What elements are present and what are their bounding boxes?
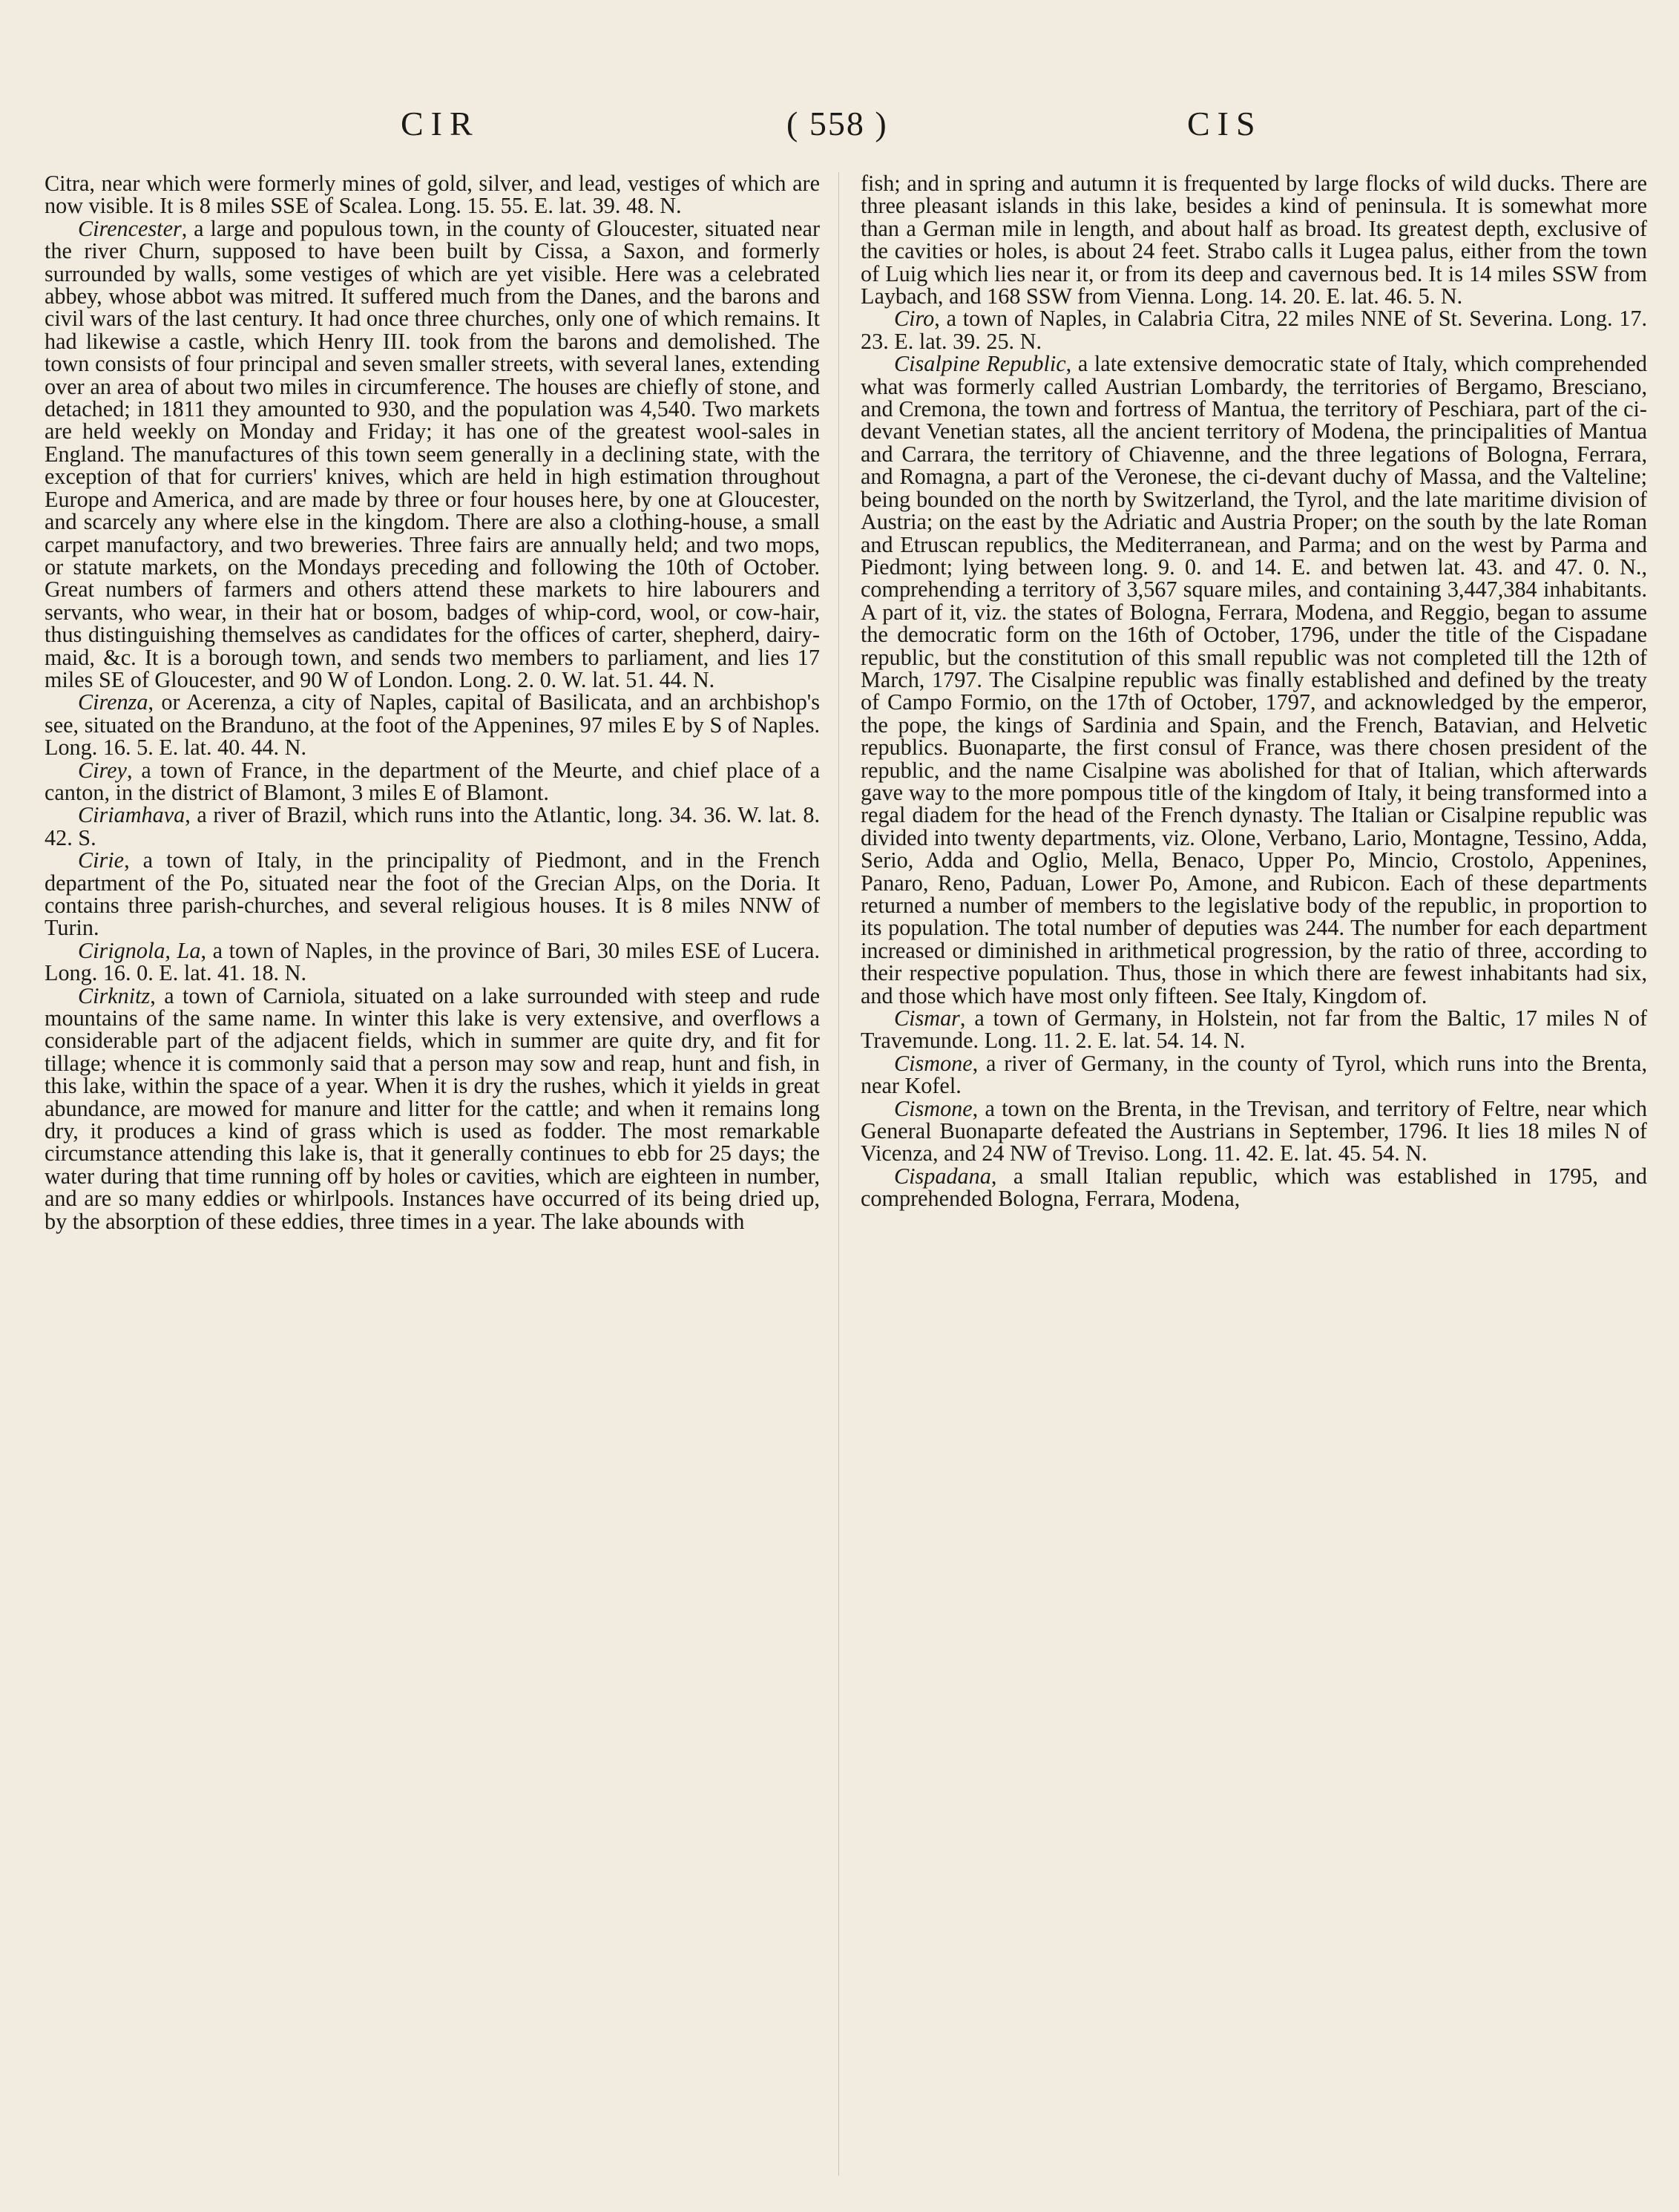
entry-headword: Ciriamhava: [78, 802, 185, 828]
entry: [861, 172, 1647, 307]
entry-headword: Cirencester: [78, 215, 182, 241]
entry-text: , a river of Germany, in the county of Tyrol, which runs into the Brenta, near Kofel.: [861, 1050, 1647, 1099]
entry: [45, 804, 820, 849]
entry: [861, 1165, 1647, 1210]
entry-text: , a small Italian republic, which was established in 1795, and comprehended Bologna, Ferrara, Modena,: [861, 1163, 1647, 1212]
entry-text: , a town of Naples, in Calabria Citra, 22 miles NNE of St. Severina. Long. 17. 23. E. lat. 39. 25. N.: [861, 306, 1647, 354]
entry-headword: Cirey: [78, 757, 127, 783]
entry-headword: Ciro: [894, 306, 935, 332]
entry: [45, 172, 820, 217]
entry: [45, 759, 820, 804]
column-divider: [838, 172, 839, 2176]
entry-text: , a town of Carniola, situated on a lake surrounded with steep and rude mountains of the same name. In winter this lake is very extensive, and overflows a considerable part of the adjacent fields, which in summer are quite dry, and fit for tillage; whence it is commonly said that a person may sow and reap, hunt and fish, in this lake, within the space of a year. When it is dry the rushes, which it yields in great abundance, are mowed for manure and litter for the cattle; and when it remains long dry, it produces a kind of grass which is used as fodder. The most remarkable circumstance attending this lake is, that it generally continues to ebb for 25 days; the water during that time running off by holes or cavities, which are eighteen in number, and are so many eddies or whirlpools. Instances have occurred of its being dried up, by the absorption of these eddies, three times in a year. The lake abounds with: [45, 982, 820, 1234]
entry-text: , a river of Brazil, which runs into the Atlantic, long. 34. 36. W. lat. 8. 42. S.: [45, 802, 820, 850]
entry-headword: Cisalpine Republic: [894, 351, 1066, 377]
entry: [861, 1097, 1647, 1165]
entry: [861, 307, 1647, 352]
entry-text: fish; and in spring and autumn it is frequented by large flocks of wild ducks. There are three pleasant islands in this lake, besides a kind of peninsula. It is somewhat more than a German mile in length, and about half as broad. Its greatest depth, exclusive of the cavities or holes, is about 24 feet. Strabo calls it Lugea palus, either from the town of Luig which lies near it, or from its deep and cavernous bed. It is 14 miles SSW from Laybach, and 168 SSW from Vienna. Long. 14. 20. E. lat. 46. 5. N.: [861, 171, 1647, 309]
entry: [45, 849, 820, 939]
entry-text: , a town of Germany, in Holstein, not far from the Baltic, 17 miles N of Travemunde. Long. 11. 2. E. lat. 54. 14. N.: [861, 1005, 1647, 1054]
entry-text: , a large and populous town, in the county of Gloucester, situated near the river Churn, supposed to have been built by Cissa, a Saxon, and formerly surrounded by walls, some vestiges of which are yet visible. Here was a celebrated abbey, whose abbot was mitred. It suffered much from the Danes, and the barons and civil wars of the last century. It had once three churches, only one of which remains. It had likewise a castle, which Henry III. took from the barons and demolished. The town consists of four principal and seven smaller streets, with several lanes, extending over an area of about two miles in circumference. The houses are chiefly of stone, and detached; in 1811 they amounted to 930, and the population was 4,540. Two markets are held weekly on Monday and Friday; it has one of the greatest wool-sales in England. The manufactures of this town seem generally in a declining state, with the exception of that for curriers' knives, which are held in high estimation throughout Europe and America, and are made by three or four houses here, by one at Gloucester, and scarcely any where else in the kingdom. There are also a clothing-house, a small carpet manufactory, and two breweries. Three fairs are annually held; and two mops, or statute markets, on the Mondays preceding and following the 10th of October. Great numbers of farmers and others attend these markets to hire labourers and servants, who wear, in their hat or bosom, badges of whip-cord, wool, or cow-hair, thus distinguishing themselves as candidates for the offices of carter, shepherd, dairy-maid, &c. It is a borough town, and sends two members to parliament, and lies 17 miles SE of Gloucester, and 90 W of London. Long. 2. 0. W. lat. 51. 44. N.: [45, 215, 820, 692]
entry-text: , or Acerenza, a city of Naples, capital of Basilicata, and an archbishop's see, situated on the Branduno, at the foot of the Appenines, 97 miles E by S of Naples. Long. 16. 5. E. lat. 40. 44. N.: [45, 689, 820, 761]
entry-text: , a town of Naples, in the province of Bari, 30 miles ESE of Lucera. Long. 16. 0. E. lat. 41. 18. N.: [45, 937, 820, 986]
entry-headword: Cirignola, La: [78, 937, 201, 963]
entry: [45, 689, 820, 761]
entry: [45, 939, 820, 985]
header-right-catchword: CIS: [1187, 105, 1263, 142]
entry-headword: Cirie: [78, 847, 125, 873]
entry: [45, 982, 820, 1234]
entry-text: , a late extensive democratic state of Italy, which comprehended what was formerly called Austrian Lombardy, the territories of Bergamo, Bresciano, and Cremona, the town and fortress of Mantua, the territory of Peschiara, part of the ci-devant Venetian states, all the ancient territory of Modena, the principalities of Mantua and Carrara, the territory of Chiavenne, and the three legations of Bologna, Ferrara, and Romagna, a part of the Veronese, the ci-devant duchy of Massa, and the Valteline; being bounded on the north by Switzerland, the Tyrol, and the late maritime division of Austria; on the east by the Adriatic and Austria Proper; on the south by the late Roman and Etruscan republics, the Mediterranean, and Parma; and on the west by Parma and Piedmont; lying between long. 9. 0. and 14. E. and betwen lat. 43. and 47. 0. N., comprehending a territory of 3,567 square miles, and containing 3,447,384 inhabitants. A part of it, viz. the states of Bologna, Ferrara, Modena, and Reggio, began to assume the democratic form on the 16th of October, 1796, under the title of the Cispadane republic, but the constitution of this small republic was not completed till the 12th of March, 1797. The Cisalpine republic was finally established and defined by the treaty of Campo Formio, on the 17th of October, 1797, and acknowledged by the emperor, the pope, the kings of Sardinia and Spain, and the French, Batavian, and Helvetic republics. Buonaparte, the first consul of France, was there chosen president of the republic, and the name Cisalpine was abolished for that of Italian, which afterwards gave way to the more pompous title of the kingdom of Italy, it being transformed into a regal diadem for the head of the French dynasty. The Italian or Cisalpine republic was divided into twenty departments, viz. Olone, Verbano, Lario, Montagne, Tessino, Adda, Serio, Adda and Oglio, Mella, Benaco, Upper Po, Mincio, Crostolo, Appenines, Panaro, Reno, Paduan, Lower Po, Amone, and Rubicon. Each of these departments returned a number of members to the legislative body of the republic, in proportion to its population. The total number of deputies was 244. The number for each department increased or diminished in arithmetical progression, by the ratio of three, according to their respective population. Thus, those in which there are fewest inhabitants had six, and those which have most only fifteen. See Italy, Kingdom of.: [861, 351, 1647, 1008]
right-column: [861, 172, 1647, 1210]
header-left-catchword: CIR: [401, 105, 480, 142]
entry: [861, 1007, 1647, 1052]
entry-headword: Cirenza: [78, 689, 148, 715]
entry-headword: Cismar: [894, 1005, 960, 1031]
entry-headword: Cirknitz: [78, 982, 151, 1008]
entry-headword: Cismone: [894, 1050, 973, 1076]
entry-text: , a town on the Brenta, in the Trevisan, and territory of Feltre, near which General Buonaparte defeated the Austrians in September, 1796. It lies 18 miles N of Vicenza, and 24 NW of Treviso. Long. 11. 42. E. lat. 45. 54. N.: [861, 1095, 1647, 1166]
page-number: ( 558 ): [786, 105, 888, 142]
entry: [861, 1052, 1647, 1097]
entry-headword: Cismone: [894, 1095, 973, 1121]
entry-headword: Cispadana: [894, 1163, 991, 1189]
entry-text: , a town of France, in the department of the Meurte, and chief place of a canton, in the district of Blamont, 3 miles E of Blamont.: [45, 757, 820, 805]
entry-text: , a town of Italy, in the principality of Piedmont, and in the French department of the Po, situated near the foot of the Grecian Alps, on the Doria. It contains three parish-churches, and several religious houses. It is 8 miles NNW of Turin.: [45, 847, 820, 941]
entry-text: Citra, near which were formerly mines of gold, silver, and lead, vestiges of which are now visible. It is 8 miles SSE of Scalea. Long. 15. 55. E. lat. 39. 48. N.: [45, 171, 820, 219]
left-column: [45, 172, 820, 1233]
entry: [45, 217, 820, 692]
running-head: [0, 104, 1679, 156]
entry: [861, 352, 1647, 1007]
